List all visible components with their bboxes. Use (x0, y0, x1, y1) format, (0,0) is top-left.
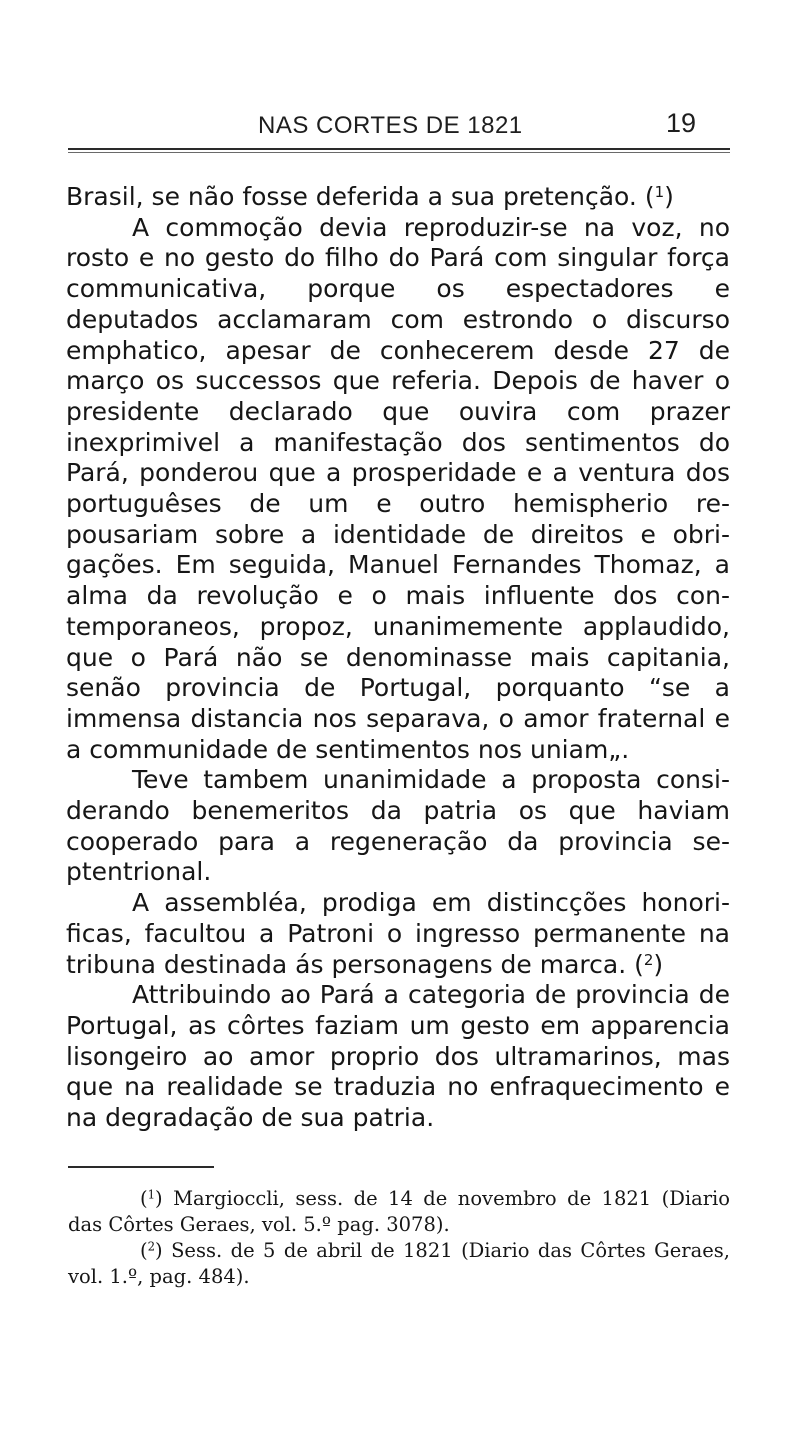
paragraph (66, 980, 730, 1134)
paragraph: A assembléa, prodiga em distincções honorificas, facultou a Patroni o ingresso permanente na tribuna destinada ás personagens de marca. ($^2$) (66, 888, 730, 979)
paragraph: Brasil, se não fosse deferida a sua pretenção. ($^1$) (66, 182, 674, 211)
footnote-marker: 2 (147, 1239, 156, 1254)
header-rule (68, 148, 730, 150)
footnotes (68, 1186, 730, 1290)
paragraph-text: Brasil, se não fosse deferida a sua pretenção. (66, 182, 645, 211)
page-number: 19 (665, 108, 696, 138)
paragraph (66, 765, 730, 888)
footnote-marker: 1 (147, 1187, 156, 1202)
paragraph-text: Teve tambem unanimidade a proposta considerando benemeritos da patria os que haviam cooperado para a regeneração da provincia septentrional. (66, 765, 730, 887)
running-title: NAS CORTES DE 1821 (258, 112, 523, 139)
footnote-reference: 1 (654, 182, 665, 201)
footnote-reference: 2 (643, 950, 654, 969)
footnote-text: Margioccli, sess. de 14 de novembro de 1821 (Diario das Côrtes Geraes, vol. 5.º pag. 3078). (68, 1187, 730, 1236)
paragraph (66, 213, 730, 766)
paragraph-text: A commoção devia reproduzir-se na voz, no rosto e no gesto do filho do Pará com singular força communicativa, porque os espectadores e deputados acclamaram com estrondo o discurso emphatico, apesar de conhecerem desde 27 de março os successos que referia. Depois de haver o presidente declarado que ouvira com prazer inexprimivel a manifestação dos sentimentos do Pará, ponderou que a prosperidade e a ventura dos portuguêses de um e outro hemispherio repousariam sobre a identidade de direitos e obrigações. Em seguida, Manuel Fernandes Thomaz, a alma da revolução e o mais influente dos contemporaneos, propoz, unanimemente applaudido, que o Pará não se denominasse mais capitania, senão provincia de Portugal, porquanto “se a immensa distancia nos separava, o amor fraternal e a communidade de sentimentos nos uniam„. (66, 212, 730, 764)
page-header (68, 108, 730, 144)
footnote: ($^1$) Margioccli, sess. de 14 de novembro de 1821 (Diario das Côrtes Geraes, vol. 5.º pag. 3078). (68, 1187, 730, 1236)
header-rule-thin (68, 152, 730, 153)
body-text (66, 182, 730, 1134)
footnote: ($^2$) Sess. de 5 de abril de 1821 (Diario das Côrtes Geraes, vol. 1.º, pag. 484). (68, 1239, 730, 1288)
paragraph-text: Attribuindo ao Pará a categoria de provincia de Portugal, as côrtes faziam um gesto em apparencia lisongeiro ao amor proprio dos ultramarinos, mas que na realidade se traduzia no enfraquecimento e na degradação de sua patria. (66, 980, 730, 1133)
footnote-separator (68, 1166, 214, 1168)
footnote-text: Sess. de 5 de abril de 1821 (Diario das Côrtes Geraes, vol. 1.º, pag. 484). (68, 1239, 730, 1288)
paragraph-text: A assembléa, prodiga em distincções honorificas, facultou a Patroni o ingresso permanente na tribuna destinada ás personagens de marca. (66, 888, 730, 979)
